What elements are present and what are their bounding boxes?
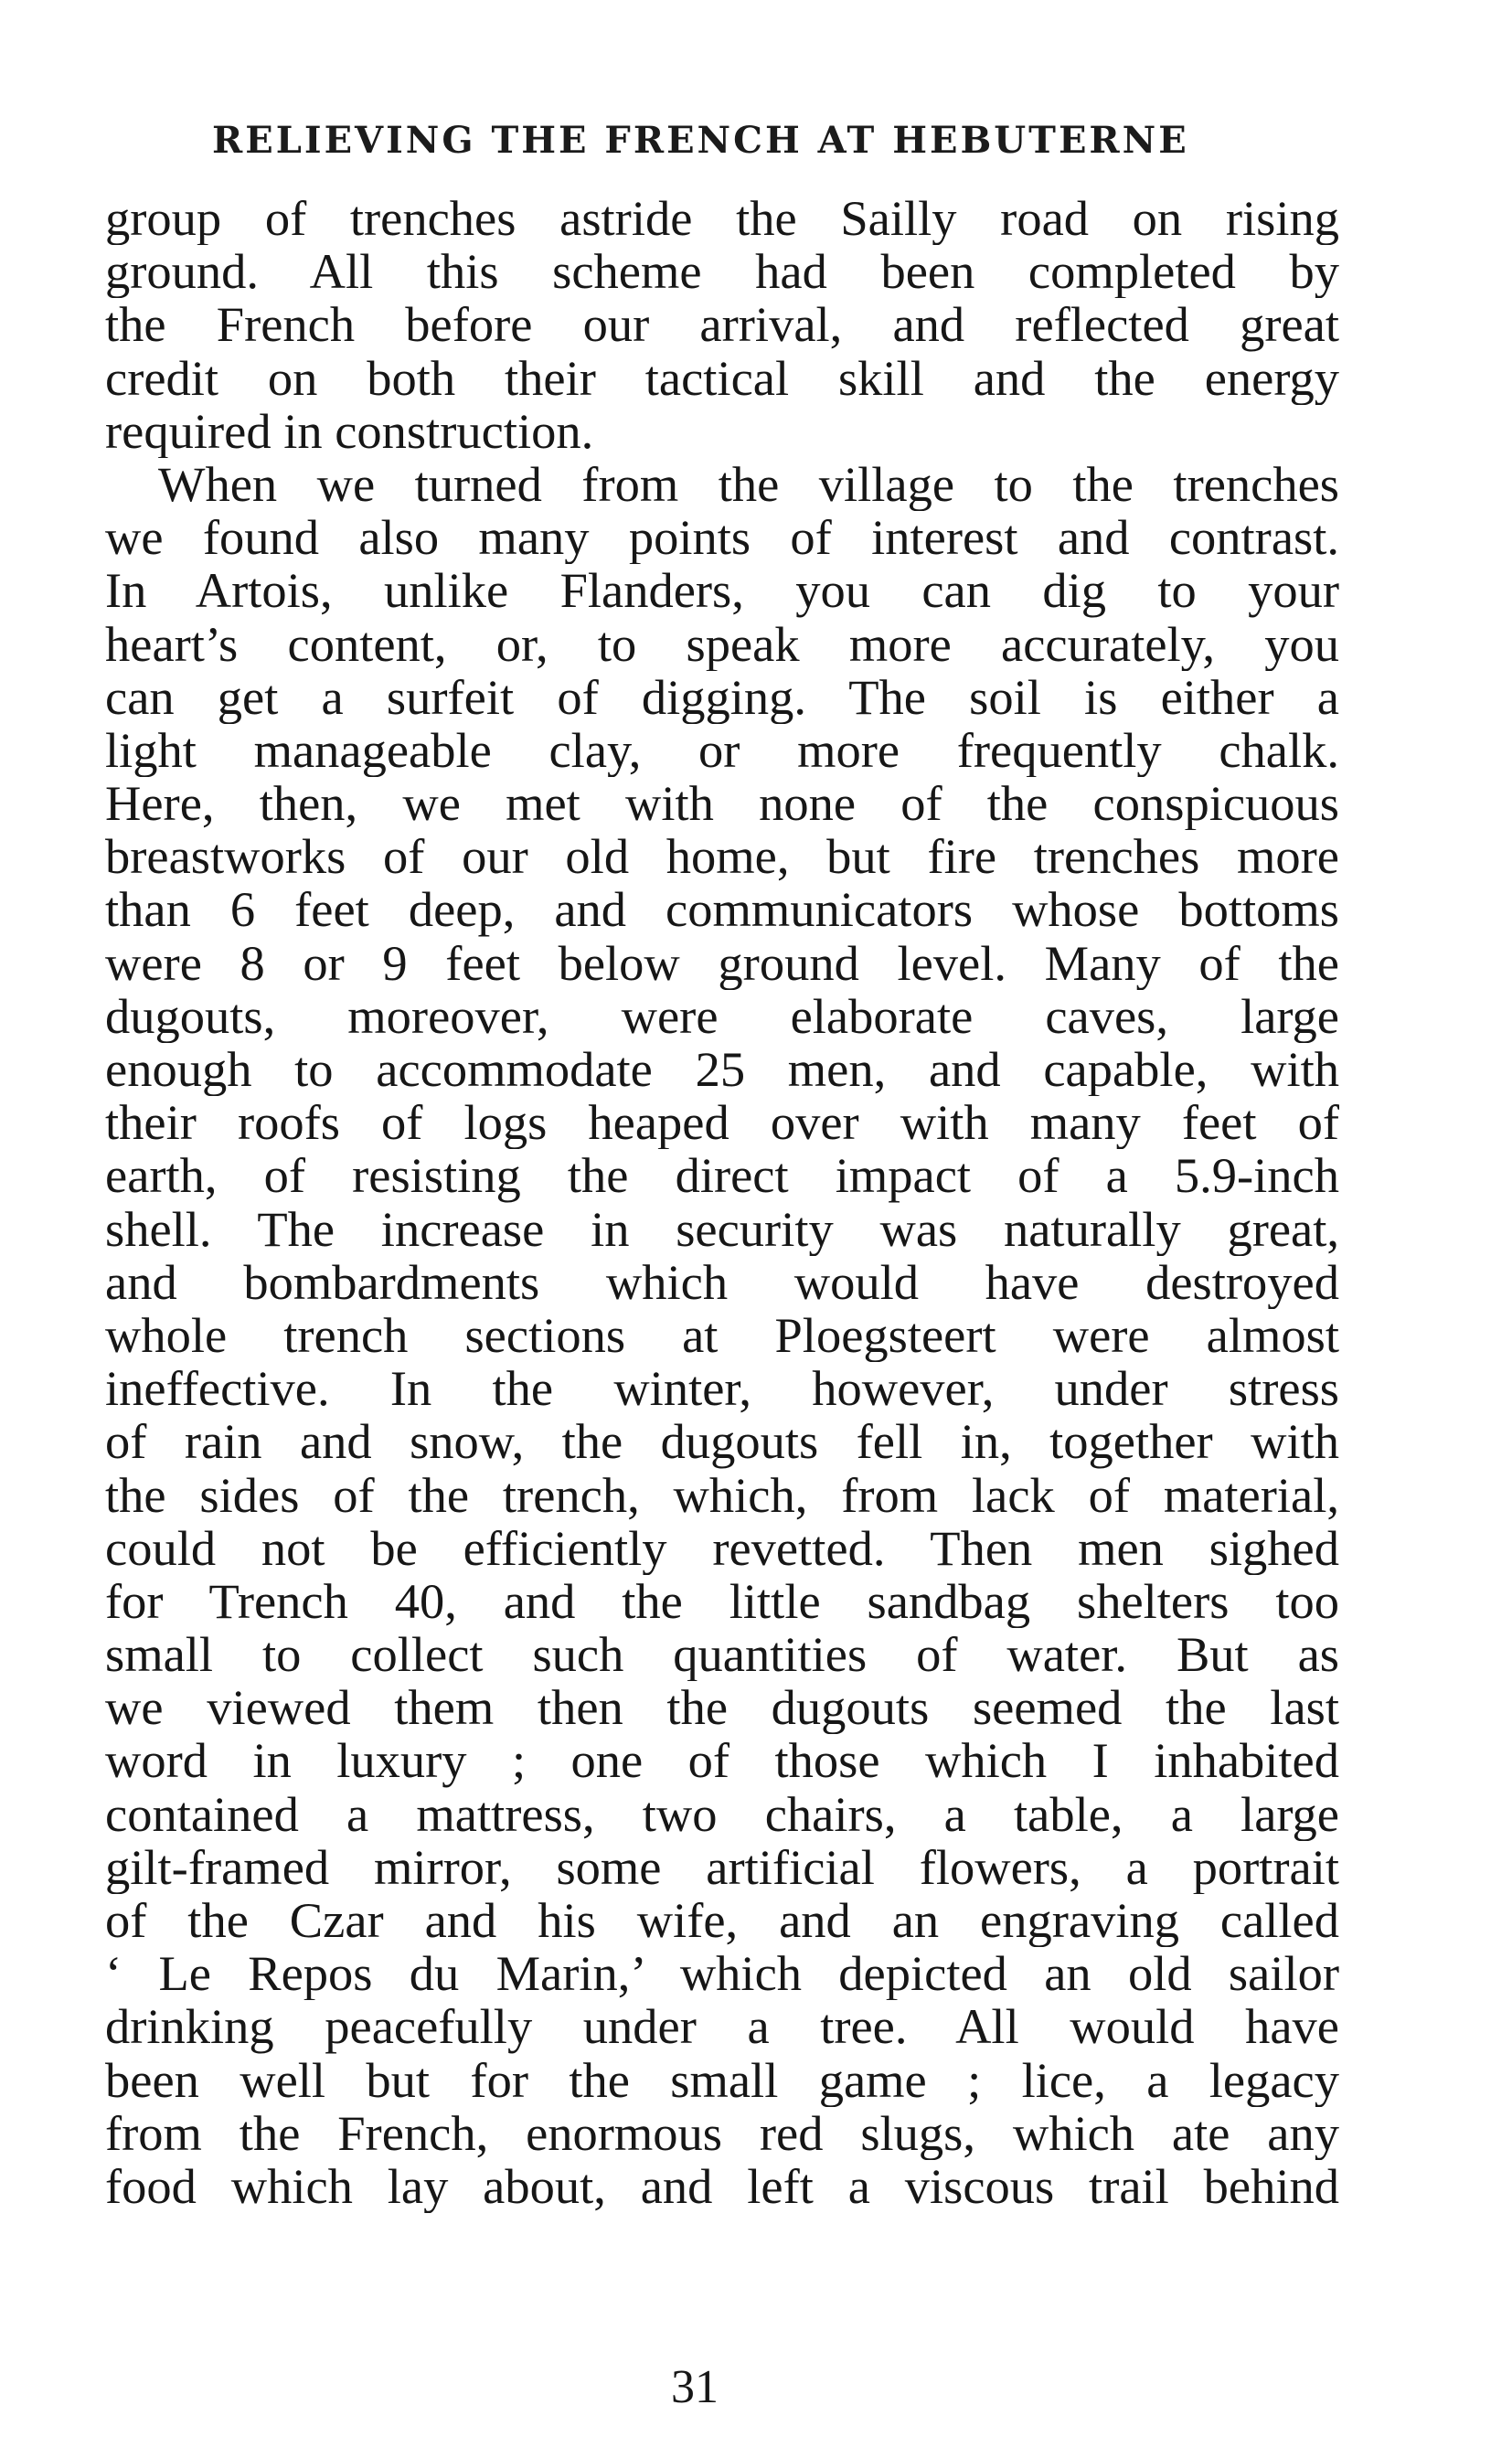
text-line: drinking peacefully under a tree. All would have [105,2000,1339,2054]
text-line: small to collect such quantities of water. But as [105,1628,1339,1682]
text-line: of the Czar and his wife, and an engraving called [105,1894,1339,1948]
text-line: ineffective. In the winter, however, under stress [105,1362,1339,1416]
text-line: word in luxury ; one of those which I inhabited [105,1734,1339,1788]
text-line: their roofs of logs heaped over with many feet of [105,1096,1339,1150]
text-line: ‘ Le Repos du Marin,’ which depicted an old sailor [105,1947,1339,2001]
text-line: for Trench 40, and the little sandbag shelters too [105,1574,1339,1629]
text-line: we viewed them then the dugouts seemed the last [105,1681,1339,1735]
text-line: and bombardments which would have destroyed [105,1255,1339,1309]
text-line: In Artois, unlike Flanders, you can dig to your [105,564,1339,618]
text-line: enough to accommodate 25 men, and capable, with [105,1043,1339,1097]
paragraph-start-line [105,458,1339,511]
text-line: breastworks of our old home, but fire trenches more [105,830,1339,884]
text-line: whole trench sections at Ploegsteert were almost [105,1308,1339,1363]
text-line: can get a surfeit of digging. The soil is either a [105,670,1339,724]
text-line: could not be efficiently revetted. Then men sighed [105,1521,1339,1575]
text-line: we found also many points of interest and contrast. [105,511,1339,565]
text-line: credit on both their tactical skill and the energy [105,351,1339,405]
text-line: gilt-framed mirror, some artificial flowers, a portrait [105,1840,1339,1894]
text-line: required in construction. [105,404,594,458]
text-line: the sides of the trench, which, from lack of material, [105,1468,1339,1522]
text-line: dugouts, moreover, were elaborate caves, large [105,989,1339,1043]
running-head: RELIEVING THE FRENCH AT HEBUTERNE [212,119,1189,162]
text-line: were 8 or 9 feet below ground level. Many of the [105,936,1339,990]
text-line: Here, then, we met with none of the conspicuous [105,777,1339,831]
text-line: than 6 feet deep, and communicators whose bottoms [105,883,1339,937]
text-line: group of trenches astride the Sailly road on rising [105,192,1339,246]
text-line: of rain and snow, the dugouts fell in, together with [105,1415,1339,1469]
text-line: ground. All this scheme had been completed by [105,245,1339,299]
text-line: heart’s content, or, to speak more accurately, you [105,617,1339,671]
text-line: been well but for the small game ; lice, a legacy [105,2053,1339,2107]
text-line: food which lay about, and left a viscous trail behind [105,2159,1339,2214]
text-line: light manageable clay, or more frequently chalk. [105,723,1339,778]
text-line: shell. The increase in security was naturally great, [105,1202,1339,1256]
text-line-content: When we turned from the village to the trenches [158,457,1339,512]
text-line: from the French, enormous red slugs, which ate any [105,2106,1339,2160]
page-number: 31 [671,2361,719,2413]
text-line: the French before our arrival, and reflected great [105,298,1339,352]
body-text [105,192,1339,2213]
text-line: earth, of resisting the direct impact of a 5.9-inch [105,1149,1339,1203]
text-line: contained a mattress, two chairs, a table, a large [105,1787,1339,1841]
